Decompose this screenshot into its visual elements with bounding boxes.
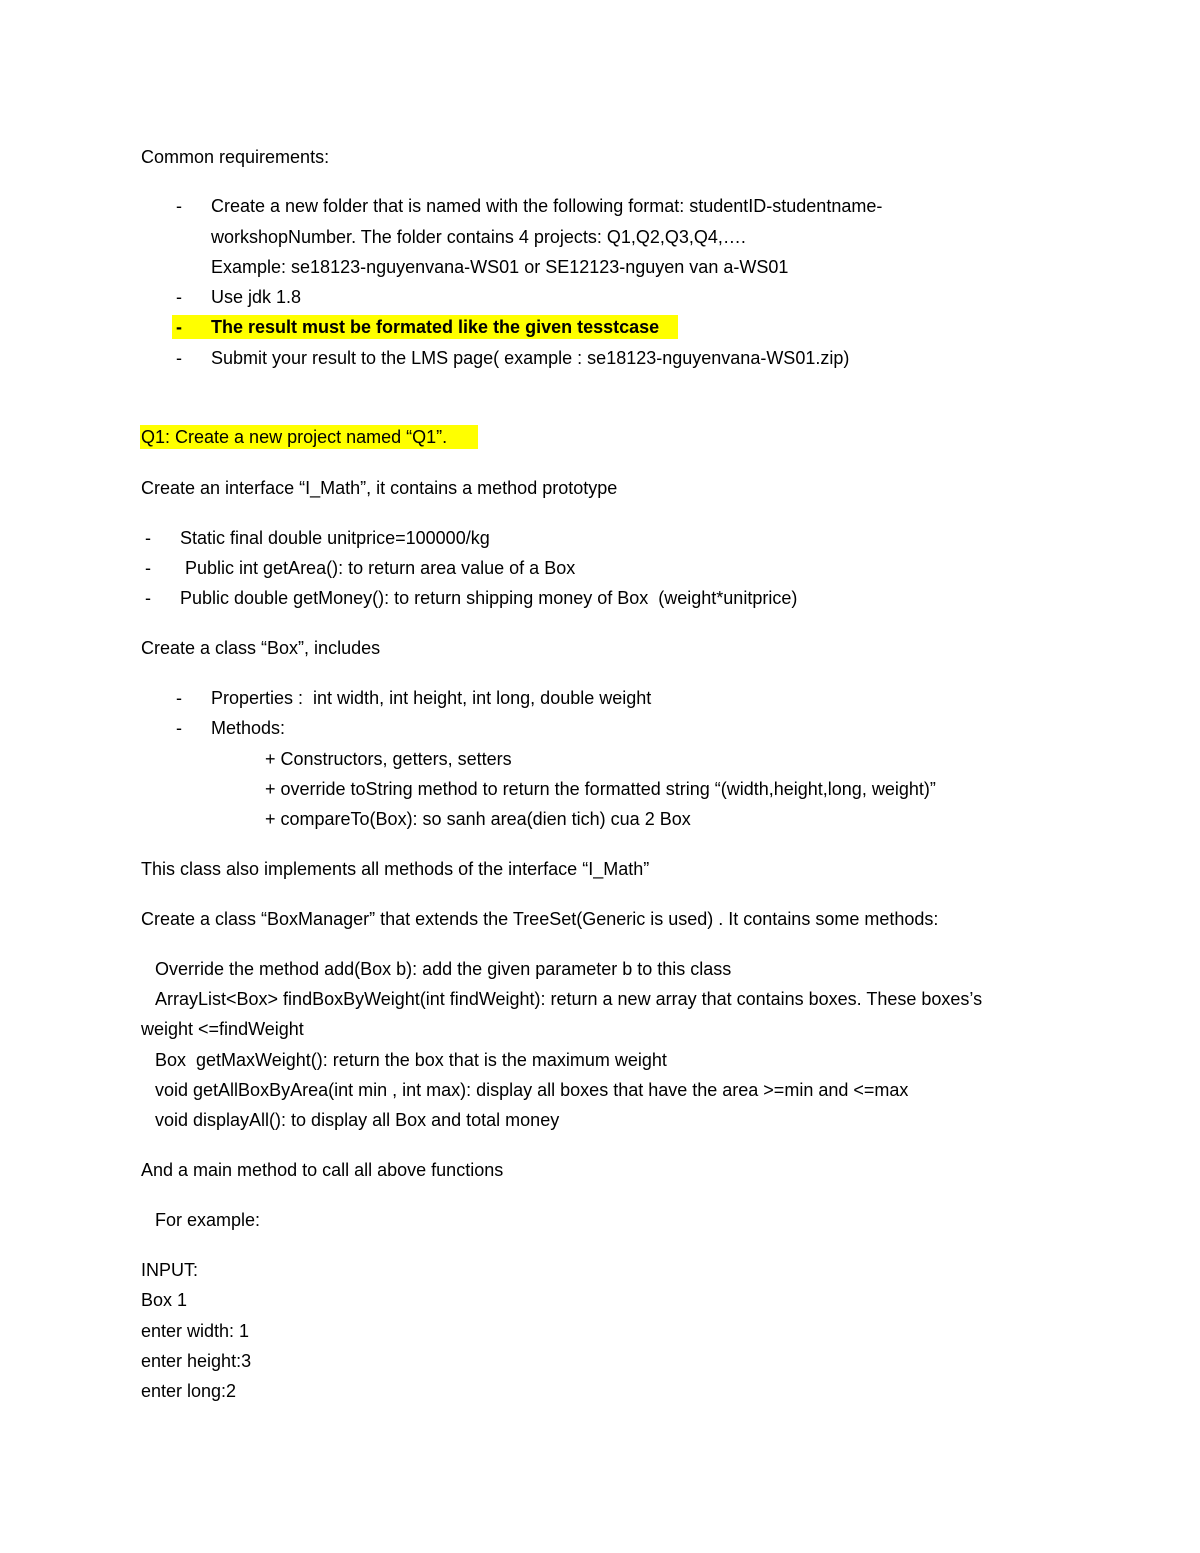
list-item-continuation: workshopNumber. The folder contains 4 projects: Q1,Q2,Q3,Q4,….	[211, 227, 746, 247]
list-dash: -	[145, 528, 151, 548]
input-line: enter long:2	[141, 1381, 237, 1401]
input-line: enter width: 1	[141, 1321, 250, 1341]
common-heading: Common requirements:	[141, 147, 330, 167]
list-dash: -	[176, 718, 182, 738]
list-item: Use jdk 1.8	[211, 287, 302, 307]
list-item-example: Example: se18123-nguyenvana-WS01 or SE12123-nguyen van a-WS01	[211, 257, 789, 277]
manager-method-line: ArrayList<Box> findBoxByWeight(int findWeight): return a new array that contains boxes. These boxes’s	[155, 989, 983, 1009]
list-item: Public int getArea(): to return area value of a Box	[180, 558, 576, 578]
manager-method-line: Override the method add(Box b): add the given parameter b to this class	[155, 959, 732, 979]
list-dash: -	[145, 588, 151, 608]
list-item: Create a new folder that is named with the following format: studentID-studentname-	[211, 196, 883, 216]
list-dash: -	[176, 688, 182, 708]
implements-line: This class also implements all methods of the interface “I_Math”	[141, 859, 650, 879]
interface-intro: Create an interface “I_Math”, it contains a method prototype	[141, 478, 618, 498]
list-item-highlighted: The result must be formated like the given tesstcase	[211, 317, 660, 337]
main-method-line: And a main method to call all above functions	[141, 1160, 504, 1180]
box-intro: Create a class “Box”, includes	[141, 638, 381, 658]
input-line: INPUT:	[141, 1260, 199, 1280]
list-item: Submit your result to the LMS page( example : se18123-nguyenvana-WS01.zip)	[211, 348, 850, 368]
manager-method-line: weight <=findWeight	[141, 1019, 304, 1039]
manager-method-line: Box getMaxWeight(): return the box that is the maximum weight	[155, 1050, 667, 1070]
list-item: Static final double unitprice=100000/kg	[180, 528, 490, 548]
list-item: Public double getMoney(): to return shipping money of Box (weight*unitprice)	[180, 588, 798, 608]
list-item: Properties : int width, int height, int long, double weight	[211, 688, 652, 708]
list-dash: -	[145, 558, 151, 578]
list-dash: -	[176, 348, 182, 368]
manager-intro: Create a class “BoxManager” that extends the TreeSet(Generic is used) . It contains some methods:	[141, 909, 939, 929]
q1-title: Q1: Create a new project named “Q1”.	[141, 427, 448, 447]
manager-method-line: void getAllBoxByArea(int min , int max): display all boxes that have the area >=min and <=max	[155, 1080, 909, 1100]
list-item: Methods:	[211, 718, 286, 738]
input-line: enter height:3	[141, 1351, 252, 1371]
method-item: + Constructors, getters, setters	[265, 749, 512, 769]
input-line: Box 1	[141, 1290, 188, 1310]
manager-method-line: void displayAll(): to display all Box and total money	[155, 1110, 560, 1130]
method-item: + override toString method to return the formatted string “(width,height,long, weight)”	[265, 779, 936, 799]
list-dash: -	[176, 287, 182, 307]
list-dash: -	[176, 196, 182, 216]
example-label: For example:	[155, 1210, 261, 1230]
method-item: + compareTo(Box): so sanh area(dien tich) cua 2 Box	[265, 809, 691, 829]
list-dash: -	[176, 317, 182, 337]
